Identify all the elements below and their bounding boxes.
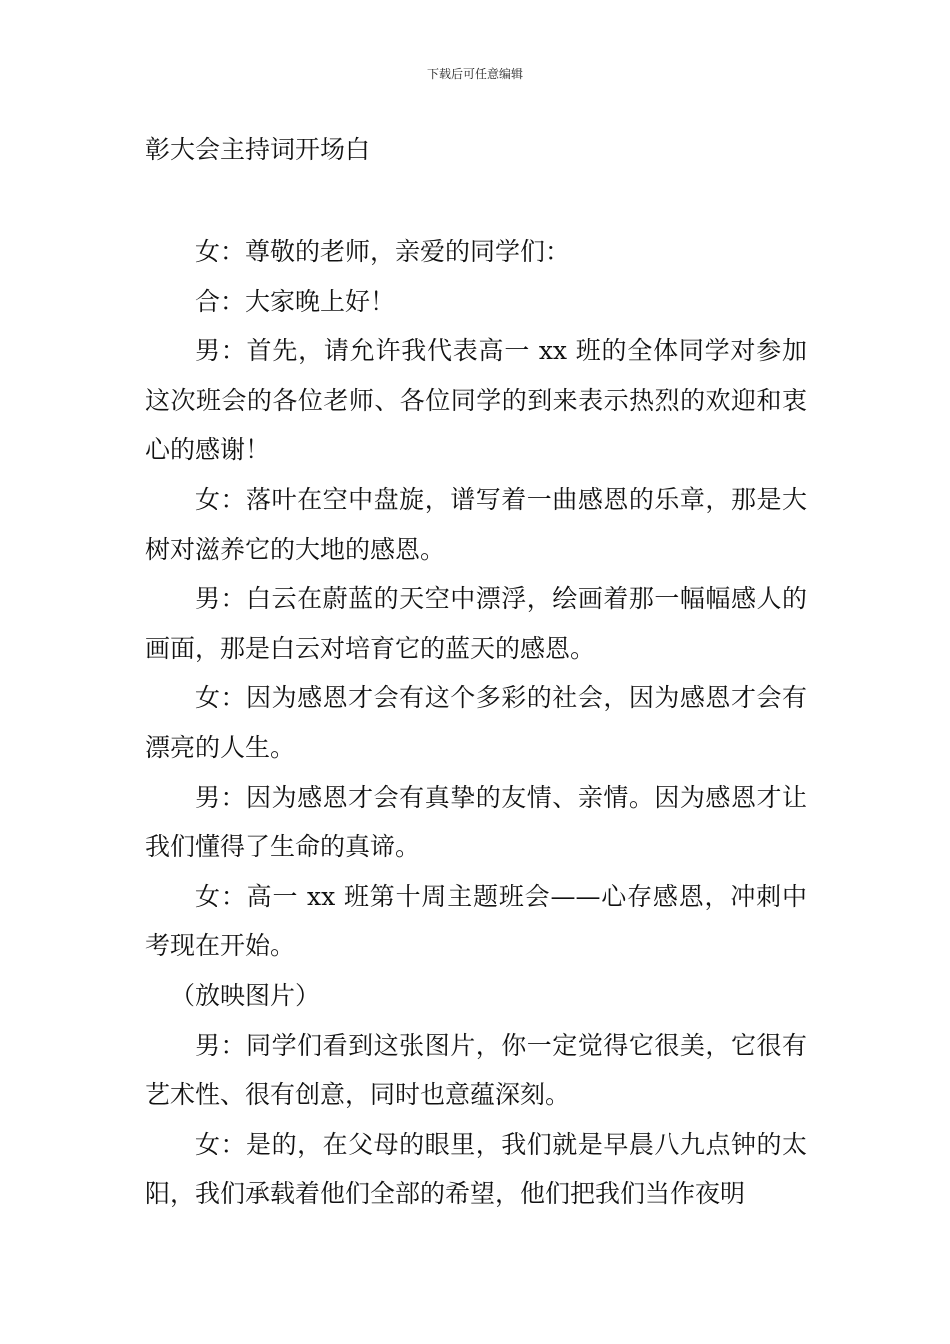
- document-title: 彰大会主持词开场白: [145, 135, 371, 164]
- paragraph-9-stage-direction: （放映图片）: [170, 980, 321, 1010]
- page-header-note: 下载后可任意编辑: [426, 67, 523, 81]
- paragraph-10: 男：同学们看到这张图片，你一定觉得它很美，它很有艺术性、很有创意，同时也意蕴深刻。: [145, 1030, 807, 1110]
- paragraph-4: 女：落叶在空中盘旋，谱写着一曲感恩的乐章，那是大树对滋养它的大地的感恩。: [145, 484, 807, 564]
- document-body: [145, 227, 807, 1219]
- paragraph-11: 女：是的，在父母的眼里，我们就是早晨八九点钟的太阳，我们承载着他们全部的希望，他们把我们当作夜明: [145, 1129, 807, 1209]
- paragraph-2: 合：大家晚上好！: [195, 286, 396, 316]
- paragraph-8: 女：高一 xx 班第十周主题班会——心存感恩，冲刺中考现在开始。: [145, 881, 807, 961]
- paragraph-6: 女：因为感恩才会有这个多彩的社会，因为感恩才会有漂亮的人生。: [145, 683, 807, 762]
- paragraph-1: 女：尊敬的老师，亲爱的同学们：: [195, 237, 571, 266]
- paragraph-3: 男：首先，请允许我代表高一 xx 班的全体同学对参加这次班会的各位老师、各位同学的到来表示热烈的欢迎和衷心的感谢！: [145, 336, 807, 465]
- paragraph-5: 男：白云在蔚蓝的天空中漂浮，绘画着那一幅幅感人的画面，那是白云对培育它的蓝天的感恩。: [145, 584, 807, 663]
- paragraph-7: 男：因为感恩才会有真挚的友情、亲情。因为感恩才让我们懂得了生命的真谛。: [145, 782, 807, 862]
